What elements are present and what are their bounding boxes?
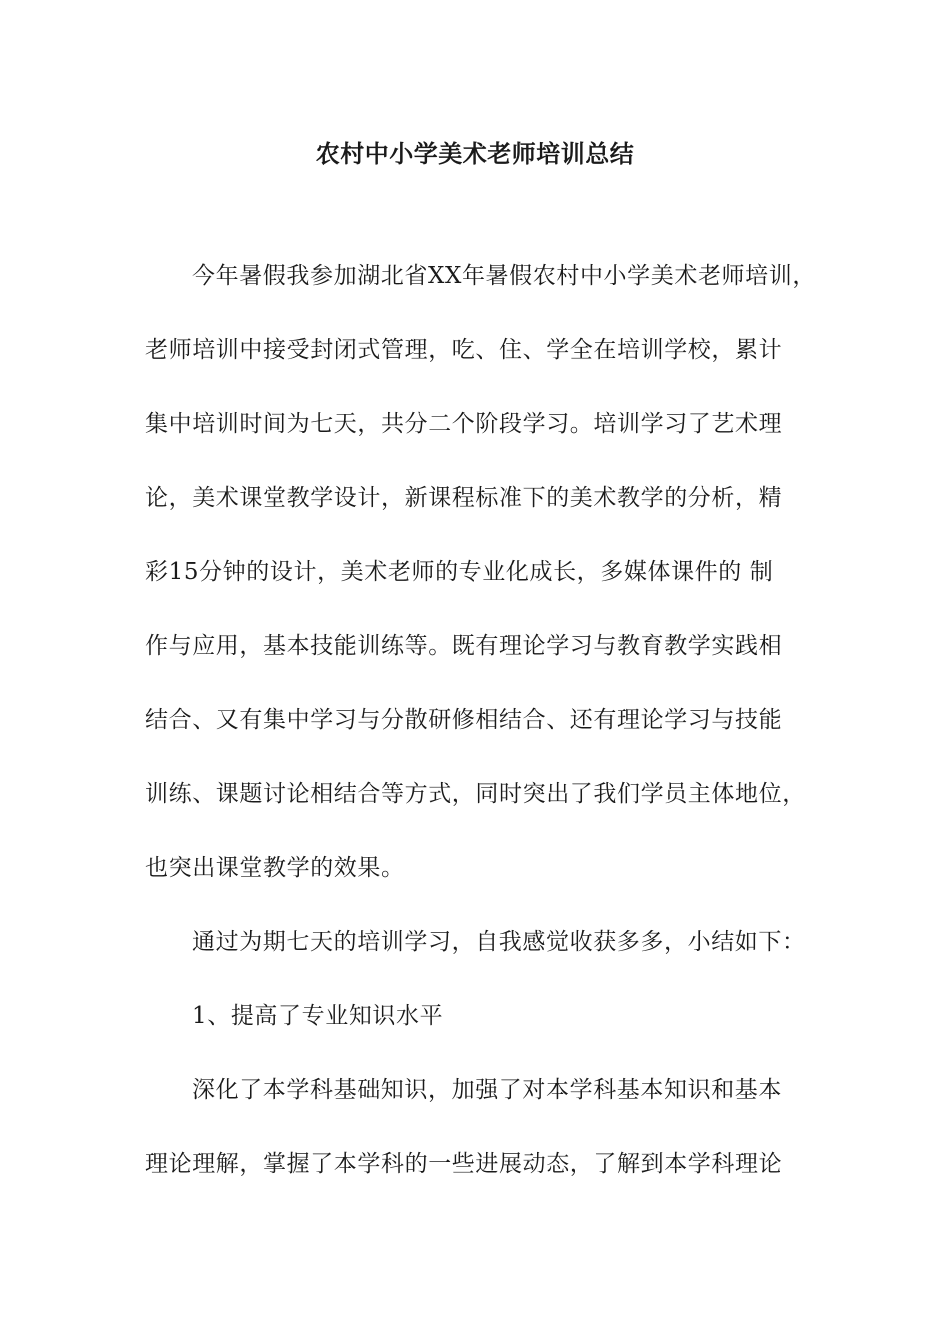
paragraph-line: 彩15分钟的设计，美术老师的专业化成长，多媒体课件的 制 [145, 559, 774, 585]
paragraph-line: 深化了本学科基础知识，加强了对本学科基本知识和基本 [192, 1077, 782, 1103]
paragraph-line: 理论理解，掌握了本学科的一些进展动态，了解到本学科理论 [145, 1151, 783, 1177]
paragraph-line: 集中培训时间为七天，共分二个阶段学习。培训学习了艺术理 [145, 411, 783, 437]
paragraph-line: 论，美术课堂教学设计，新课程标准下的美术教学的分析，精 [145, 485, 783, 511]
document-body [145, 252, 825, 1214]
paragraph-line: 作与应用，基本技能训练等。既有理论学习与教育教学实践相 [145, 633, 783, 659]
paragraph-line: 结合、又有集中学习与分散研修相结合、还有理论学习与技能 [145, 707, 783, 733]
paragraph-line: 老师培训中接受封闭式管理，吃、住、学全在培训学校，累计 [145, 337, 783, 363]
section-heading: 1、提高了专业知识水平 [192, 1003, 444, 1029]
paragraph-line: 训练、课题讨论相结合等方式，同时突出了我们学员主体地位， [145, 781, 806, 807]
document-title: 农村中小学美术老师培训总结 [315, 140, 635, 168]
paragraph-line: 通过为期七天的培训学习，自我感觉收获多多，小结如下： [192, 929, 806, 955]
paragraph-line: 也突出课堂教学的效果。 [145, 855, 405, 881]
paragraph-line: 今年暑假我参加湖北省XX年暑假农村中小学美术老师培训， [192, 263, 816, 289]
